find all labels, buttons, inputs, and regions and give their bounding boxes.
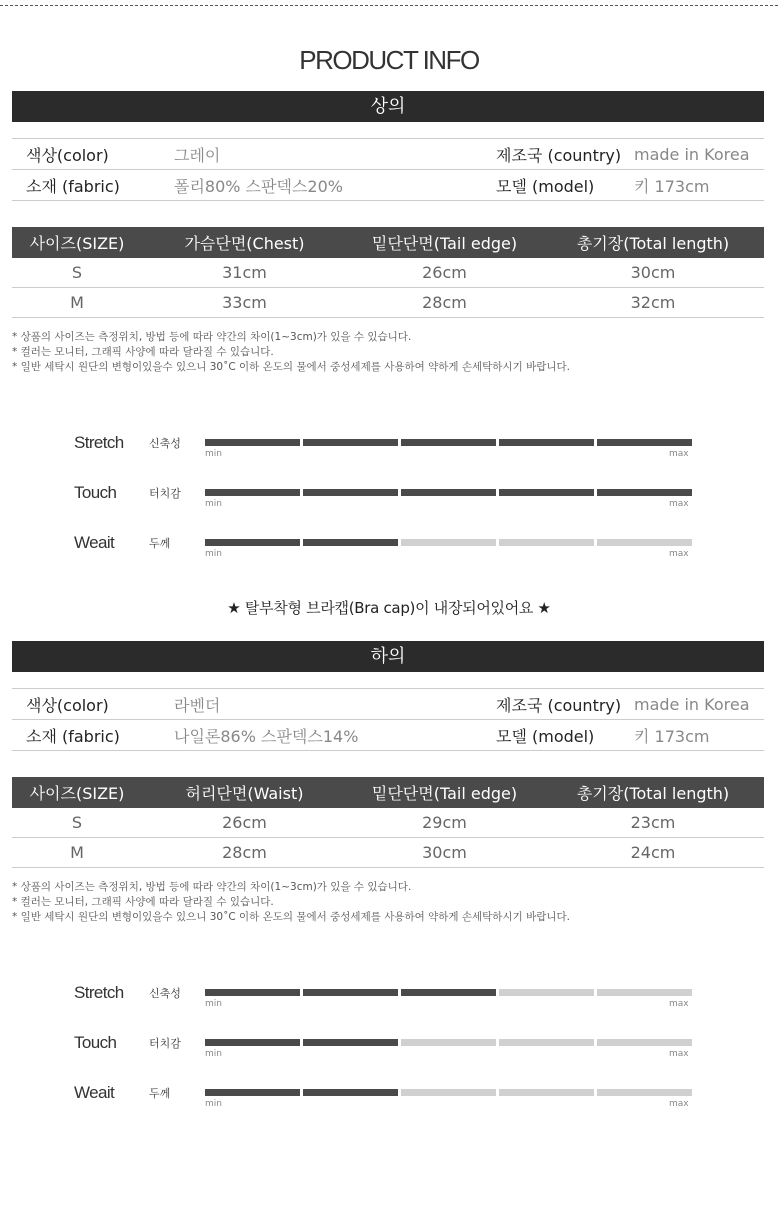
country-label: 제조국 (country) [482,139,634,170]
chest-header: 가슴단면(Chest) [142,227,347,258]
size-header-row [12,227,764,258]
scale-segment-filled [303,439,398,446]
country-label: 제조국 (country) [482,689,634,720]
scale-bar [205,539,692,546]
measure-cell: 33cm [142,288,347,318]
scale-segment-empty [401,1089,496,1096]
color-label: 색상(color) [12,689,174,720]
top-dashed-divider [0,5,778,6]
note-line: * 일반 세탁시 원단의 변형이있을수 있으니 30˚C 이하 온도의 물에서 중성세제를 사용하여 약하게 손세탁하시기 바랍니다. [12,911,570,923]
scale-segment-filled [499,439,594,446]
scale-label-en: Stretch [74,433,124,452]
scale-segment-filled [401,489,496,496]
size-cell: S [12,808,142,838]
note-line: * 컬러는 모니터, 그래픽 사양에 따라 달라질 수 있습니다. [12,896,274,908]
top-size-table [12,227,764,318]
scale-label-en: Touch [74,483,117,502]
scale-segment-filled [205,989,300,996]
size-cell: S [12,258,142,288]
scale-label-ko: 터치감 [149,487,181,500]
scale-segment-empty [499,539,594,546]
size-notes [12,880,764,925]
scale-segment-filled [205,1089,300,1096]
model-label: 모델 (model) [482,170,634,201]
top-section [12,91,764,583]
measure-cell: 24cm [542,838,764,868]
scale-segment-empty [499,989,594,996]
bottom-info-table [12,688,764,751]
country-value: made in Korea [634,689,764,720]
size-cell: M [12,838,142,868]
scale-segment-filled [205,539,300,546]
scale-min-label: min [205,1099,222,1109]
scale-segment-filled [401,439,496,446]
tail-edge-header: 밑단단면(Tail edge) [347,227,542,258]
measure-cell: 23cm [542,808,764,838]
scale-label-en: Stretch [74,983,124,1002]
scale-label-ko: 신축성 [149,987,181,1000]
scale-min-label: min [205,499,222,509]
scale-bar [205,1089,692,1096]
bottom-size-table [12,777,764,868]
fabric-value: 나일론86% 스판덱스14% [174,720,482,751]
info-row [12,689,764,720]
scale-segment-empty [597,1039,692,1046]
table-row [12,258,764,288]
size-header: 사이즈(SIZE) [12,227,142,258]
scale-segment-filled [205,439,300,446]
scale-segment-filled [205,489,300,496]
measure-cell: 26cm [347,258,542,288]
scale-segment-empty [401,1039,496,1046]
fabric-scales [12,983,764,1133]
scale-bar [205,439,692,446]
note-line: * 상품의 사이즈는 측정위치, 방법 등에 따라 약간의 차이(1~3cm)가 있을 수 있습니다. [12,331,412,343]
scale-segment-empty [401,539,496,546]
scale-max-label: max [669,1049,689,1059]
size-cell: M [12,288,142,318]
scale-min-label: min [205,549,222,559]
scale-segment-filled [499,489,594,496]
scale-row-stretch [12,433,764,483]
scale-segment-empty [499,1089,594,1096]
scale-bar [205,989,692,996]
note-line: * 상품의 사이즈는 측정위치, 방법 등에 따라 약간의 차이(1~3cm)가 있을 수 있습니다. [12,881,412,893]
scale-label-en: Touch [74,1033,117,1052]
scale-segment-filled [303,1089,398,1096]
scale-segment-filled [401,989,496,996]
scale-label-ko: 두께 [149,1087,171,1100]
scale-segment-empty [499,1039,594,1046]
scale-row-weight [12,1083,764,1133]
fabric-value: 폴리80% 스판덱스20% [174,170,482,201]
scale-segment-empty [597,989,692,996]
scale-label-ko: 터치감 [149,1037,181,1050]
note-line: * 일반 세탁시 원단의 변형이있을수 있으니 30˚C 이하 온도의 물에서 중성세제를 사용하여 약하게 손세탁하시기 바랍니다. [12,361,570,373]
table-row [12,838,764,868]
scale-segment-filled [303,489,398,496]
color-value: 라벤더 [174,689,482,720]
size-header-row [12,777,764,808]
scale-label-ko: 두께 [149,537,171,550]
model-value: 키 173cm [634,170,764,201]
scale-row-touch [12,1033,764,1083]
scale-min-label: min [205,1049,222,1059]
measure-cell: 26cm [142,808,347,838]
scale-segment-filled [303,539,398,546]
measure-cell: 28cm [142,838,347,868]
scale-segment-empty [597,539,692,546]
scale-segment-filled [597,439,692,446]
scale-label-en: Weait [74,1083,115,1102]
fabric-label: 소재 (fabric) [12,170,174,201]
top-info-table [12,138,764,201]
scale-row-stretch [12,983,764,1033]
scale-row-weight [12,533,764,583]
measure-cell: 29cm [347,808,542,838]
measure-cell: 30cm [347,838,542,868]
scale-label-en: Weait [74,533,115,552]
scale-segment-filled [303,989,398,996]
scale-max-label: max [669,449,689,459]
scale-row-touch [12,483,764,533]
scale-label-ko: 신축성 [149,437,181,450]
total-length-header: 총기장(Total length) [542,777,764,808]
scale-max-label: max [669,549,689,559]
table-row [12,808,764,838]
note-line: * 컬러는 모니터, 그래픽 사양에 따라 달라질 수 있습니다. [12,346,274,358]
color-label: 색상(color) [12,139,174,170]
waist-header: 허리단면(Waist) [142,777,347,808]
size-header: 사이즈(SIZE) [12,777,142,808]
scale-segment-filled [303,1039,398,1046]
model-value: 키 173cm [634,720,764,751]
bottom-section [12,641,764,1133]
country-value: made in Korea [634,139,764,170]
table-row [12,288,764,318]
color-value: 그레이 [174,139,482,170]
scale-max-label: max [669,999,689,1009]
info-row [12,139,764,170]
bra-cap-note: ★ 탈부착형 브라캡(Bra cap)이 내장되어있어요 ★ [227,599,551,617]
scale-max-label: max [669,499,689,509]
scale-max-label: max [669,1099,689,1109]
fabric-label: 소재 (fabric) [12,720,174,751]
section-title-bar: 하의 [12,641,764,672]
scale-segment-filled [597,489,692,496]
scale-min-label: min [205,449,222,459]
fabric-scales [12,433,764,583]
measure-cell: 28cm [347,288,542,318]
tail-edge-header: 밑단단면(Tail edge) [347,777,542,808]
info-row [12,170,764,201]
info-row [12,720,764,751]
total-length-header: 총기장(Total length) [542,227,764,258]
page-title: PRODUCT INFO [299,45,479,75]
measure-cell: 31cm [142,258,347,288]
section-title-bar: 상의 [12,91,764,122]
scale-segment-empty [597,1089,692,1096]
size-notes [12,330,764,375]
model-label: 모델 (model) [482,720,634,751]
scale-segment-filled [205,1039,300,1046]
scale-min-label: min [205,999,222,1009]
scale-bar [205,489,692,496]
measure-cell: 30cm [542,258,764,288]
measure-cell: 32cm [542,288,764,318]
scale-bar [205,1039,692,1046]
